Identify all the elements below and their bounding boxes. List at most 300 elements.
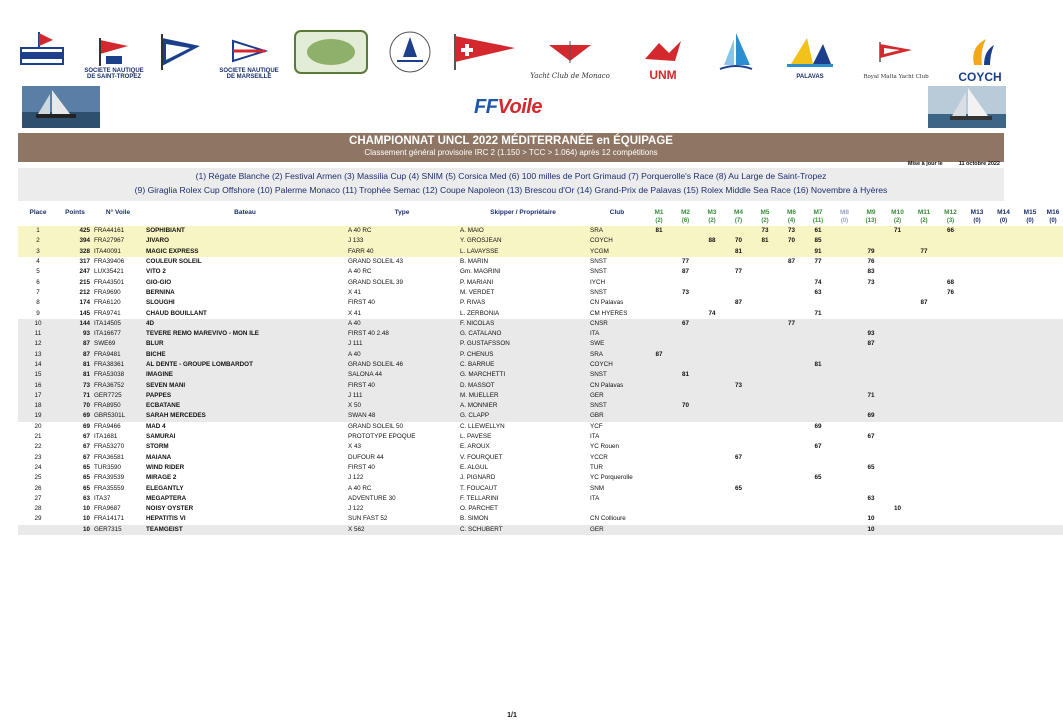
cell-race-score: [1043, 267, 1063, 277]
cell-sail: FRA43501: [94, 278, 125, 286]
col-type: Type: [394, 209, 410, 216]
cell-sail: FRA44161: [92, 226, 144, 236]
cell-race-score: [884, 453, 911, 463]
cell-race-score: [725, 525, 752, 535]
cell-race-score: [646, 277, 672, 287]
cell-race-score: [752, 401, 778, 411]
cell-race-score: [1017, 525, 1043, 535]
cell-race-score: 65: [867, 463, 875, 471]
cell-race-score: [752, 473, 778, 483]
cell-race-score: [990, 226, 1017, 236]
cell-type: FIRST 40: [346, 380, 458, 390]
cell-race-score: [672, 308, 699, 318]
cell-race-score: [1043, 226, 1063, 236]
cell-race-score: [964, 422, 990, 432]
cell-boat: TEAMGEIST: [144, 525, 346, 535]
cell-race-score: [672, 463, 699, 473]
cell-race-score: 71: [858, 391, 884, 401]
cell-race-score: [964, 401, 990, 411]
cell-race-score: [858, 226, 884, 236]
cell-race-score: [858, 380, 884, 390]
race-legend-line-2: (9) Giraglia Rolex Cup Offshore (10) Palerme Monaco (11) Trophée Semac (12) Coupe Napoleon (13) Brescou d'Or (14) Grand-Prix de Palavas (15) Rolex Middle Sea Race (16) Novembre à Hyères: [134, 185, 888, 195]
cell-race-score: [699, 370, 725, 380]
cell-race-score: [964, 391, 990, 401]
cell-race-score: [752, 288, 778, 298]
cell-place: 1: [18, 226, 58, 236]
cell-race-score: 71: [884, 226, 911, 236]
race-count-spacer: [346, 216, 458, 226]
cell-race-score: [990, 442, 1017, 452]
race-count: (4): [787, 218, 796, 224]
race-count-spacer: [58, 216, 92, 226]
cell-race-score: [752, 267, 778, 277]
cell-race-score: [964, 360, 990, 370]
cell-race-score: [778, 277, 805, 287]
cell-race-score: [884, 257, 911, 267]
cell-race-score: [778, 298, 805, 308]
cell-race-score: [725, 473, 752, 483]
cell-boat: COULEUR SOLEIL: [146, 258, 202, 266]
race-legend: [18, 168, 1004, 201]
cell-race-score: [831, 422, 858, 432]
cell-race-score: [778, 514, 805, 524]
cell-race-score: [672, 380, 699, 390]
cell-race-score: [884, 380, 911, 390]
cell-race-score: [911, 494, 937, 504]
cell-points: 10: [82, 505, 90, 513]
cell-race-score: [964, 514, 990, 524]
cell-race-score: [699, 257, 725, 267]
cell-race-score: [911, 453, 937, 463]
cell-race-score: [937, 360, 964, 370]
cell-place: 14: [18, 360, 58, 370]
ffvoile-logo: [474, 96, 542, 119]
cell-race-score: [752, 257, 778, 267]
cell-race-score: [752, 411, 778, 421]
cell-race-score: [831, 525, 858, 535]
cell-race-score: [831, 494, 858, 504]
cell-boat: VITO 2: [146, 268, 166, 276]
cell-race-score: [884, 360, 911, 370]
cell-place: 26: [34, 484, 42, 492]
cell-race-score: [805, 463, 831, 473]
cell-type: SUN FAST 52: [348, 515, 388, 523]
col-skipper: Skipper / Propriétaire: [490, 209, 556, 216]
cell-race-score: [884, 236, 911, 246]
table-row: [18, 257, 1063, 267]
cell-place: 13: [18, 350, 58, 360]
table-row: [18, 339, 1063, 349]
cell-race-score: [1043, 247, 1063, 257]
cell-club: SNST: [590, 258, 607, 266]
cell-race-score: [990, 494, 1017, 504]
cell-sail: FRA9466: [94, 422, 121, 430]
cell-race-score: [990, 391, 1017, 401]
cell-race-score: [1017, 411, 1043, 421]
cell-race-score: [884, 422, 911, 432]
cell-type: A 40 RC: [346, 226, 458, 236]
cell-race-score: [725, 504, 752, 514]
cell-race-score: [964, 370, 990, 380]
cell-boat: CHAUD BOUILLANT: [146, 309, 207, 317]
cell-place: 12: [18, 339, 58, 349]
cell-race-score: [858, 319, 884, 329]
cell-race-score: 91: [805, 247, 831, 257]
cell-race-score: [858, 483, 884, 493]
cell-race-score: [646, 401, 672, 411]
cell-race-score: [778, 247, 805, 257]
cell-race-score: 74: [708, 309, 716, 317]
cell-club: CM HYERES: [590, 309, 628, 317]
table-row: [18, 319, 1063, 329]
cell-race-score: [884, 411, 911, 421]
cell-race-score: 77: [778, 319, 805, 329]
cell-points: 73: [58, 380, 92, 390]
cell-points: 71: [58, 391, 92, 401]
cell-race-score: [646, 267, 672, 277]
cell-race-score: [884, 277, 911, 287]
cell-points: 10: [82, 515, 90, 523]
cell-race-score: [778, 411, 805, 421]
cell-race-score: [672, 236, 699, 246]
cell-race-score: [911, 226, 937, 236]
cell-race-score: [778, 453, 805, 463]
cell-sail: FRA39539: [94, 474, 125, 482]
cell-race-score: [831, 288, 858, 298]
cell-points: 65: [82, 474, 90, 482]
cell-race-score: [964, 350, 990, 360]
table-row: [18, 350, 1063, 360]
cell-points: 67: [82, 443, 90, 451]
cell-race-score: [884, 350, 911, 360]
race-legend-line-1: (1) Régate Blanche (2) Festival Armen (3) Massilia Cup (4) SNIM (5) Corsica Med (6) 100 milles de Port Grimaud (7) Porquerolle's Race (8) Au Large de Saint-Tropez: [195, 171, 827, 181]
cell-race-score: [884, 432, 911, 442]
cell-skipper: A. MAIO: [458, 226, 588, 236]
cell-race-score: 65: [734, 484, 742, 492]
cell-race-score: [964, 329, 990, 339]
cell-race-score: [911, 257, 937, 267]
cell-race-score: [805, 514, 831, 524]
cell-sail: LUX35421: [94, 268, 124, 276]
cell-race-score: 69: [858, 411, 884, 421]
cell-race-score: [937, 422, 964, 432]
cell-race-score: [990, 401, 1017, 411]
cell-race-score: [646, 504, 672, 514]
cell-race-score: [937, 391, 964, 401]
cell-club: SWE: [588, 339, 646, 349]
cell-race-score: [990, 277, 1017, 287]
cell-race-score: [964, 483, 990, 493]
update-date: 11 octobre 2022: [958, 161, 1000, 167]
race-count: (0): [1049, 218, 1057, 224]
cell-race-score: [646, 432, 672, 442]
cell-race-score: [990, 504, 1017, 514]
cell-race-score: [1017, 453, 1043, 463]
cell-club: YCF: [590, 422, 603, 430]
cell-sail: ITA1681: [94, 433, 118, 441]
cell-race-score: [858, 308, 884, 318]
col-race-12: M12: [944, 209, 957, 216]
cell-club: CN Collioure: [590, 515, 626, 523]
cell-race-score: [725, 442, 752, 452]
cell-club: SNM: [590, 484, 604, 492]
cell-race-score: [858, 298, 884, 308]
cell-club: YCCR: [590, 453, 608, 461]
cell-race-score: 73: [778, 226, 805, 236]
cell-race-score: 70: [778, 236, 805, 246]
cell-boat: BLUR: [144, 339, 346, 349]
cell-race-score: [725, 401, 752, 411]
race-count: (2): [893, 218, 902, 224]
cell-race-score: [778, 308, 805, 318]
cell-race-score: [646, 483, 672, 493]
cell-race-score: [778, 380, 805, 390]
cell-race-score: [672, 226, 699, 236]
cell-race-score: [990, 514, 1017, 524]
cell-race-score: [646, 380, 672, 390]
cell-race-score: [699, 380, 725, 390]
logo-caption: Yacht Club de Monaco: [530, 72, 610, 80]
cell-race-score: [805, 370, 831, 380]
cell-race-score: [752, 442, 778, 452]
cell-race-score: 77: [911, 247, 937, 257]
cell-skipper: P. CHENUS: [458, 350, 588, 360]
cell-race-score: [752, 422, 778, 432]
cell-race-score: [831, 453, 858, 463]
cell-race-score: [937, 247, 964, 257]
cell-race-score: 79: [858, 247, 884, 257]
cell-points: 144: [58, 319, 92, 329]
cell-skipper: E. ALGUL: [460, 463, 489, 471]
cell-points: 87: [58, 350, 92, 360]
cell-race-score: 87: [681, 268, 689, 276]
cell-points: 65: [82, 463, 90, 471]
cell-race-score: [752, 350, 778, 360]
cell-race-score: [831, 442, 858, 452]
cell-race-score: [646, 525, 672, 535]
cell-race-score: [1043, 411, 1063, 421]
table-header-row: [18, 206, 1063, 216]
cell-boat: PAPPES: [144, 391, 346, 401]
col-race-4: M4: [733, 209, 744, 216]
cell-place: 15: [18, 370, 58, 380]
cell-race-score: [778, 525, 805, 535]
cell-race-score: [964, 432, 990, 442]
cell-race-score: [725, 422, 752, 432]
race-count: (7): [734, 218, 743, 224]
cell-race-score: [672, 514, 699, 524]
cell-type: J 111: [346, 339, 458, 349]
cell-race-score: [1017, 504, 1043, 514]
cell-race-score: [990, 463, 1017, 473]
cell-club: SRA: [588, 350, 646, 360]
cell-race-score: [831, 432, 858, 442]
cell-sail: GER7725: [92, 391, 144, 401]
logo-caption: UNM: [649, 68, 677, 82]
cell-race-score: [1017, 432, 1043, 442]
cell-type: FIRST 40: [348, 299, 375, 307]
cell-race-score: [911, 267, 937, 277]
table-row: [18, 483, 1063, 493]
cell-race-score: [778, 267, 805, 277]
cell-race-score: [831, 308, 858, 318]
cell-race-score: [1043, 494, 1063, 504]
club-logo-flag: [450, 26, 520, 78]
cell-race-score: [831, 236, 858, 246]
cell-race-score: 73: [681, 288, 689, 296]
cell-race-score: [964, 463, 990, 473]
cell-race-score: [672, 422, 699, 432]
col-race-13: M13: [970, 209, 984, 216]
cell-place: 28: [34, 505, 42, 513]
cell-type: FIRST 40 2.48: [346, 329, 458, 339]
cell-race-score: [699, 360, 725, 370]
cell-type: GRAND SOLEIL 50: [348, 422, 404, 430]
cell-race-score: [858, 504, 884, 514]
cell-club: SNST: [588, 401, 646, 411]
cell-points: 328: [58, 247, 92, 257]
cell-skipper: C. SCHUBERT: [458, 525, 588, 535]
cell-sail: ITA14505: [92, 319, 144, 329]
table-row: [18, 360, 1063, 370]
club-logo-yacht-club: [292, 26, 370, 78]
cell-boat: JIVARO: [144, 236, 346, 246]
cell-race-score: [937, 319, 964, 329]
cell-sail: ITA16677: [92, 329, 144, 339]
cell-race-score: [778, 288, 805, 298]
cell-race-score: [699, 267, 725, 277]
cell-race-score: [990, 339, 1017, 349]
cell-race-score: [805, 298, 831, 308]
cell-race-score: [831, 350, 858, 360]
cell-sail: FRA9481: [92, 350, 144, 360]
cell-race-score: 63: [814, 288, 822, 296]
cell-points: 394: [58, 236, 92, 246]
cell-skipper: Gm. MAGRINI: [460, 268, 501, 276]
logo-caption: SOCIETE NAUTIQUE DE SAINT-TROPEZ: [84, 68, 144, 80]
cell-race-score: [778, 422, 805, 432]
cell-race-score: [964, 339, 990, 349]
cell-skipper: P. MARIANI: [460, 278, 494, 286]
cell-race-score: [725, 226, 752, 236]
cell-race-score: [699, 422, 725, 432]
cell-race-score: [699, 391, 725, 401]
cell-race-score: [778, 391, 805, 401]
cell-race-score: [911, 422, 937, 432]
cell-race-score: [911, 411, 937, 421]
cell-race-score: [884, 339, 911, 349]
cell-boat: SAMURAI: [146, 433, 176, 441]
standings-table: [18, 206, 1063, 535]
cell-club: TUR: [590, 463, 603, 471]
cell-race-score: [1017, 226, 1043, 236]
cell-race-score: [990, 432, 1017, 442]
cell-race-score: [964, 319, 990, 329]
cell-race-score: [699, 288, 725, 298]
cell-place: 19: [18, 411, 58, 421]
cell-sail: GER7315: [92, 525, 144, 535]
table-row: [18, 453, 1063, 463]
cell-race-score: [752, 514, 778, 524]
table-row: [18, 473, 1063, 483]
cell-place: 24: [34, 463, 42, 471]
cell-points: 215: [79, 278, 90, 286]
cell-skipper: B. MARIN: [460, 258, 488, 266]
cell-sail: FRA39406: [94, 258, 125, 266]
cell-club: YCGM: [588, 247, 646, 257]
cell-type: J 122: [348, 505, 364, 513]
cell-race-score: [964, 411, 990, 421]
cell-skipper: G. CLAPP: [458, 411, 588, 421]
cell-points: 87: [58, 339, 92, 349]
cell-race-score: 67: [867, 433, 875, 441]
cell-race-score: [937, 380, 964, 390]
race-count-spacer: [18, 216, 58, 226]
cell-race-score: [646, 360, 672, 370]
cell-race-score: [884, 267, 911, 277]
cell-race-score: [858, 370, 884, 380]
cell-skipper: O. PARCHET: [460, 505, 499, 513]
cell-race-score: 81: [646, 226, 672, 236]
cell-boat: GIO-GIO: [146, 278, 172, 286]
cell-race-score: [831, 277, 858, 287]
cell-club: GER: [588, 391, 646, 401]
cell-race-score: [911, 380, 937, 390]
cell-race-score: [805, 329, 831, 339]
cell-race-score: [725, 432, 752, 442]
cell-type: GRAND SOLEIL 43: [348, 258, 404, 266]
cell-race-score: [884, 483, 911, 493]
cell-race-score: 66: [937, 226, 964, 236]
race-count-spacer: [144, 216, 346, 226]
cell-place: [18, 525, 58, 535]
cell-race-score: [778, 360, 805, 370]
cell-race-score: [1043, 308, 1063, 318]
cell-race-score: [778, 494, 805, 504]
cell-race-score: [831, 339, 858, 349]
cell-race-score: [725, 257, 752, 267]
cell-place: 29: [34, 515, 42, 523]
cell-type: A 40: [346, 319, 458, 329]
col-club: Club: [609, 209, 625, 216]
cell-race-score: [672, 432, 699, 442]
cell-race-score: [805, 411, 831, 421]
cell-race-score: [831, 514, 858, 524]
cell-race-score: [990, 267, 1017, 277]
cell-place: 18: [18, 401, 58, 411]
race-count: (2): [655, 218, 663, 224]
cell-race-score: 83: [867, 268, 875, 276]
cell-race-score: [725, 288, 752, 298]
cell-race-score: [699, 432, 725, 442]
cell-points: 65: [82, 484, 90, 492]
cell-place: 9: [36, 309, 40, 317]
update-stamp: [908, 161, 1000, 167]
cell-race-score: [1017, 370, 1043, 380]
sailing-photo-left: [22, 86, 100, 128]
table-row: [18, 277, 1063, 287]
cell-race-score: [1043, 257, 1063, 267]
cell-race-score: [805, 432, 831, 442]
cell-sail: FRA9687: [94, 505, 121, 513]
cell-race-score: [752, 525, 778, 535]
cell-race-score: [964, 473, 990, 483]
cell-race-score: [672, 329, 699, 339]
col-race-1: M1: [654, 209, 664, 216]
cell-race-score: [646, 442, 672, 452]
cell-race-score: [911, 391, 937, 401]
table-row: [18, 380, 1063, 390]
